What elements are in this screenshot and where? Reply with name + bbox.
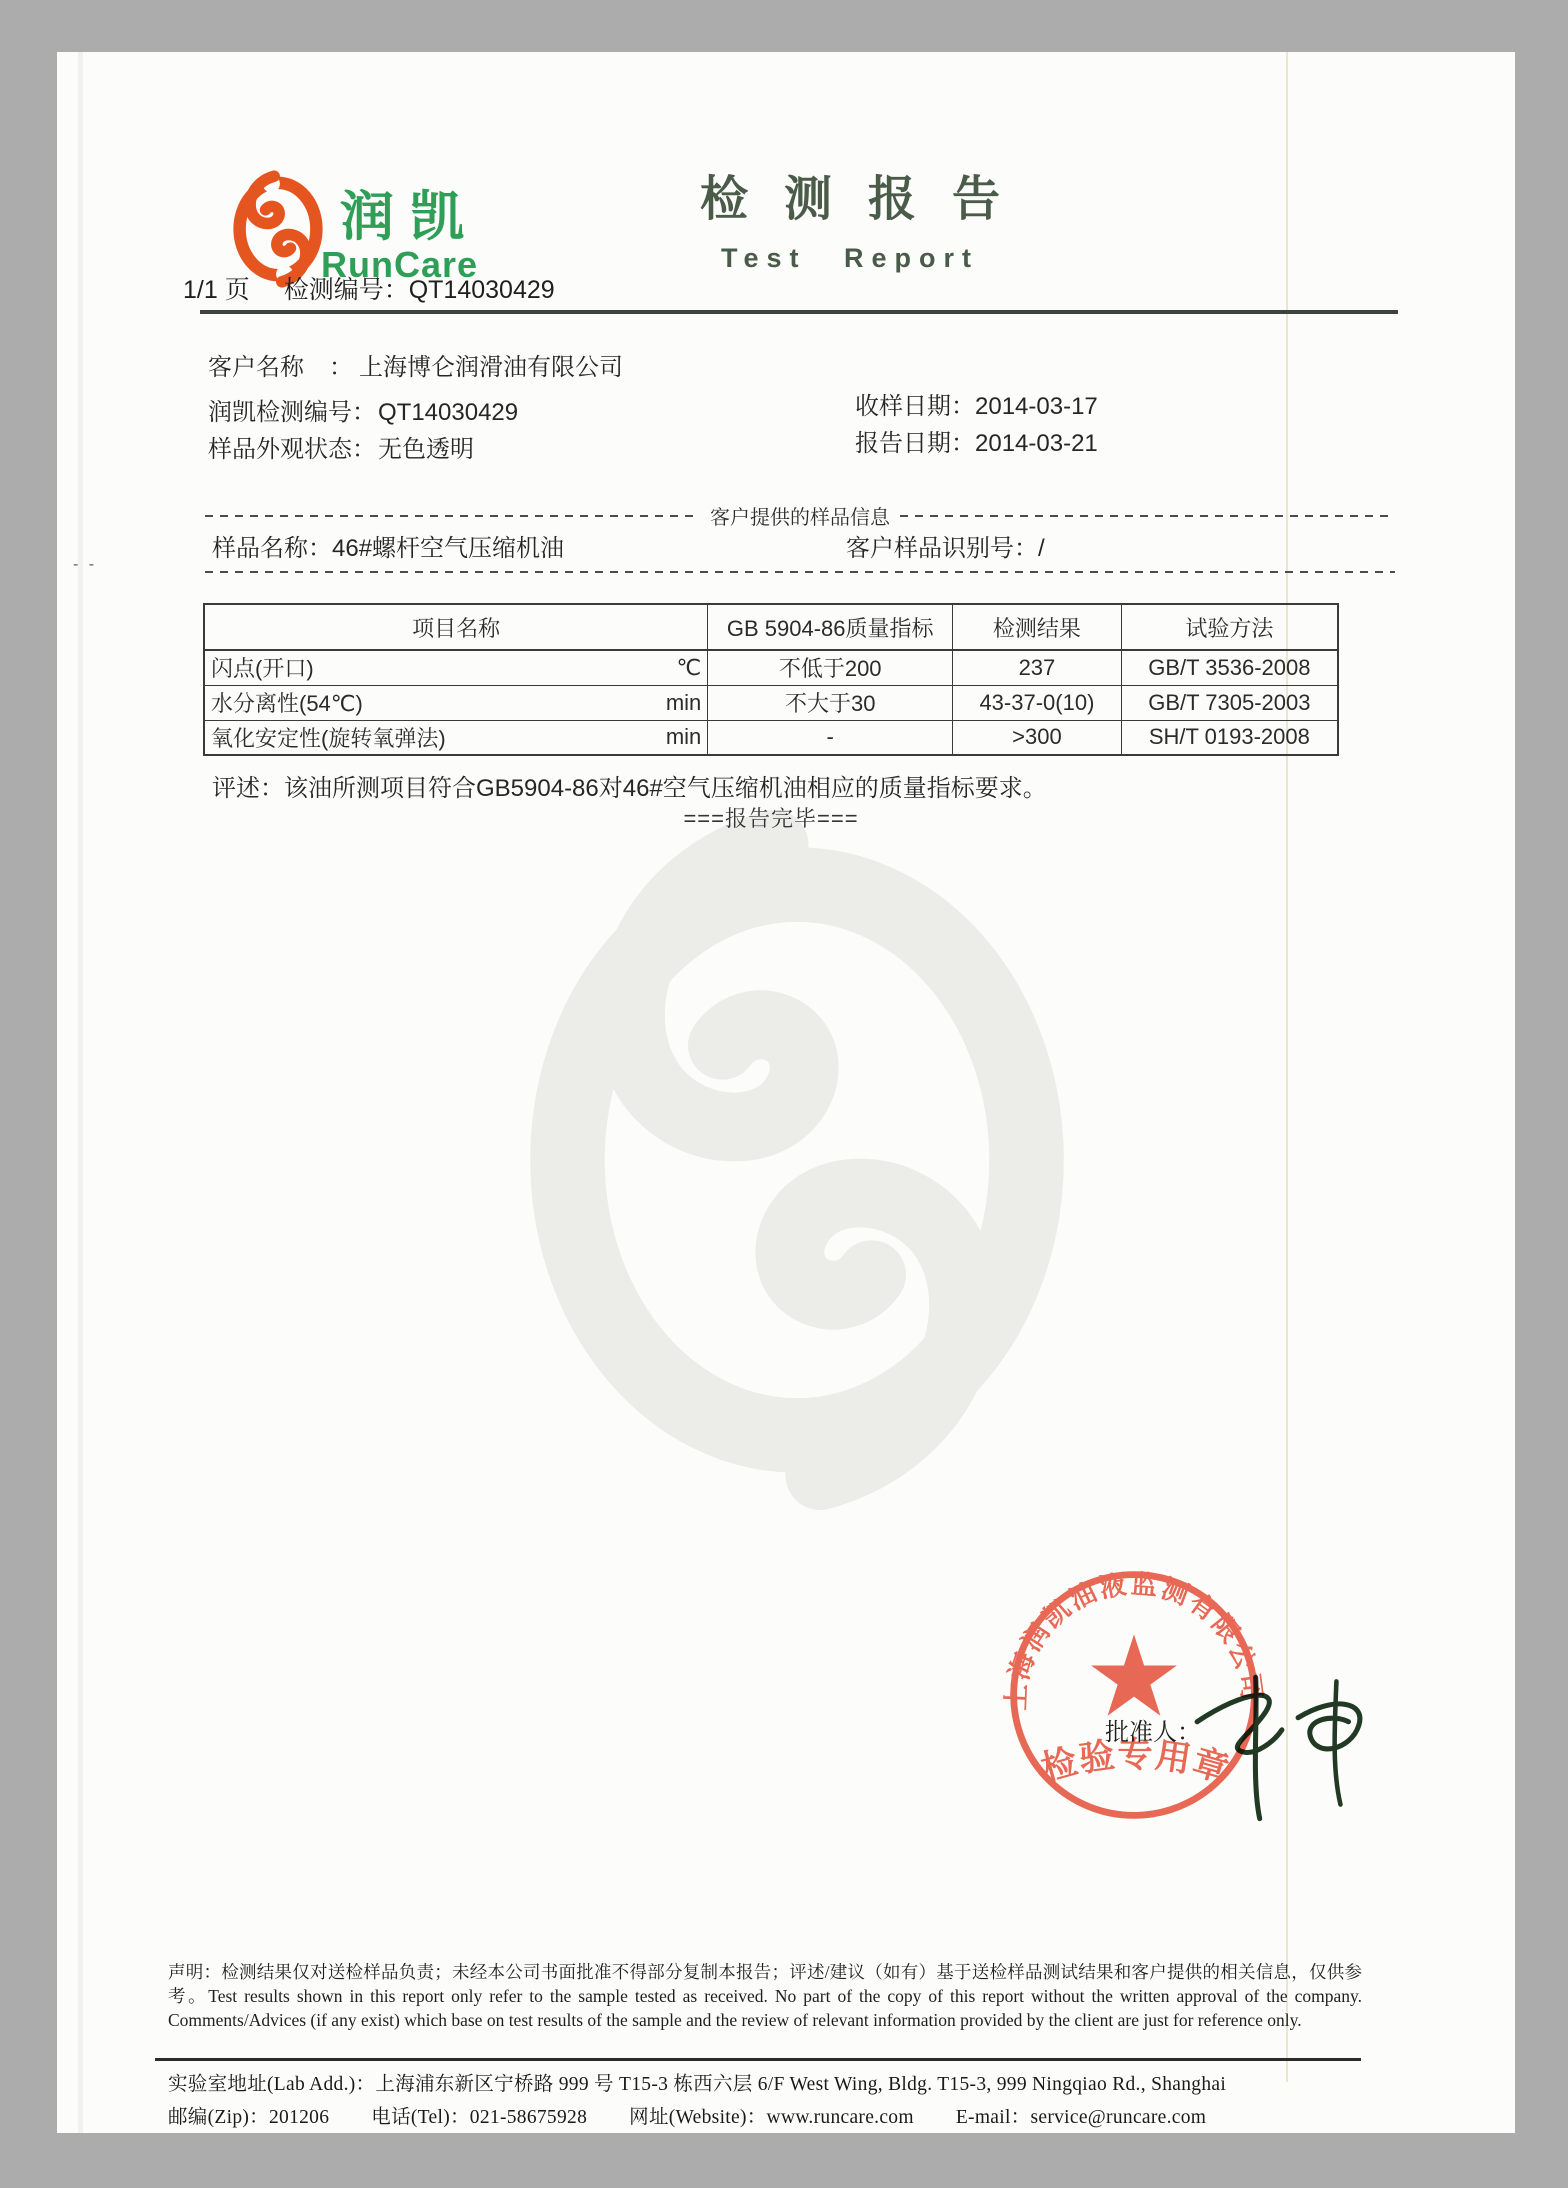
report-title-en: Test Report (720, 243, 979, 273)
appearance-label: 样品外观状态： (208, 436, 376, 463)
client-sample-id-value: / (1038, 535, 1045, 562)
seal-bottom-text: 检验专用章 (1037, 1735, 1233, 1790)
seal-company-name: 上海润凯油液监测有限公司 (1000, 1568, 1268, 1711)
reported-date-value: 2014-03-21 (975, 430, 1098, 457)
footer-rule (155, 2058, 1361, 2061)
approver-signature (1185, 1658, 1397, 1842)
lab-address: 实验室地址(Lab Add.)：上海浦东新区宁桥路 999 号 T15-3 栋西六层 6/F West Wing, Bldg. T15-3, 999 Ningqiao Rd., Shanghai (168, 2074, 1227, 2095)
end-of-report-mark: ===报告完毕=== (683, 806, 859, 831)
item-spec: 不低于200 (708, 650, 953, 685)
appearance-row (208, 429, 474, 464)
table-row (204, 720, 1338, 755)
received-date-value: 2014-03-17 (975, 393, 1098, 420)
sample-name-row (212, 528, 564, 563)
sample-section-divider-bottom (205, 571, 1395, 573)
table-row (204, 685, 1338, 720)
item-method: GB/T 7305-2003 (1121, 685, 1338, 720)
item-unit: ℃ (676, 654, 702, 680)
comment-line: 评述：该油所测项目符合GB5904-86对46#空气压缩机油相应的质量指标要求。 (212, 775, 1047, 802)
reported-date-label: 报告日期： (855, 430, 975, 457)
runcare-watermark-icon (397, 810, 1197, 1510)
sample-section-title: 客户提供的样品信息 (710, 507, 890, 529)
seal-star-icon (1091, 1634, 1177, 1715)
client-sample-id-row (846, 528, 1045, 563)
item-unit: min (665, 724, 702, 750)
sample-section-divider-top (205, 501, 1395, 530)
item-unit: min (665, 689, 702, 715)
sample-name-label: 样品名称： (212, 535, 332, 562)
report-title-cn: 检测报告 (699, 173, 1036, 226)
results-table (203, 603, 1339, 756)
page-number: 1/1 页 (183, 276, 250, 304)
runcare-no-row (208, 392, 518, 427)
table-header-row (204, 604, 1338, 650)
runcare-no-label: 润凯检测编号： (208, 399, 376, 426)
received-date-label: 收样日期： (855, 393, 975, 420)
appearance-value: 无色透明 (378, 436, 474, 463)
item-name: 闪点(开口) (211, 656, 314, 682)
customer-label: 客户名称 (208, 354, 304, 381)
email: E-mail：service@runcare.com (955, 2107, 1207, 2128)
item-result: 43-37-0(10) (953, 685, 1122, 720)
logo-text-cn: 润凯 (340, 187, 480, 247)
client-sample-id-label: 客户样品识别号： (846, 535, 1038, 562)
runcare-no-value: QT14030429 (378, 399, 519, 426)
logo-text-en: RunCare (321, 244, 479, 285)
item-result: 237 (953, 650, 1122, 685)
dashed-line (205, 571, 1395, 573)
item-name: 氧化安定性(旋转氧弹法) (211, 725, 446, 751)
col-header-method: 试验方法 (1121, 604, 1338, 650)
approver-label: 批准人： (1105, 1719, 1201, 1746)
item-spec: 不大于30 (708, 685, 953, 720)
customer-value: 上海博仑润滑油有限公司 (359, 354, 623, 381)
dashed-line (205, 515, 700, 517)
report-title-block (650, 160, 1050, 274)
col-header-result: 检测结果 (953, 604, 1122, 650)
customer-colon: ： (329, 354, 353, 381)
item-method: SH/T 0193-2008 (1121, 720, 1338, 755)
reported-date-row (855, 423, 1098, 458)
scan-stray-dashes: - - (73, 556, 98, 573)
page-info (183, 270, 555, 306)
table-row (204, 650, 1338, 685)
customer-row (208, 347, 623, 382)
report-no-label: 检测编号： (283, 276, 409, 304)
col-header-item: 项目名称 (204, 604, 708, 650)
received-date-row (855, 386, 1098, 421)
header-rule (200, 310, 1398, 314)
col-header-spec: GB 5904-86质量指标 (708, 604, 953, 650)
dashed-line (900, 515, 1395, 517)
website: 网址(Website)：www.runcare.com (629, 2107, 914, 2128)
report-no-value: QT14030429 (408, 276, 555, 304)
contact-line (168, 2101, 1418, 2129)
scan-shadow-line (78, 52, 83, 2133)
report-page (57, 52, 1515, 2133)
item-result: >300 (953, 720, 1122, 755)
telephone: 电话(Tel)：021-58675928 (371, 2107, 588, 2128)
item-spec: - (708, 720, 953, 755)
disclaimer-text: 声明：检测结果仅对送检样品负责；未经本公司书面批准不得部分复制本报告；评述/建议（如有）基于送检样品测试结果和客户提供的相关信息，仅供参考。Test results shown in this report only refer to the sample tested as received. No part of the copy of this report without the written approval of the company. Comments/Advices (if any exist) which base on test results of the sample and the review of relevant information provided by the client are just for reference only. (168, 1962, 1362, 2031)
item-name: 水分离性(54℃) (211, 691, 363, 716)
item-method: GB/T 3536-2008 (1121, 650, 1338, 685)
sample-name-value: 46#螺杆空气压缩机油 (332, 535, 565, 562)
zip: 邮编(Zip)：201206 (168, 2107, 330, 2128)
